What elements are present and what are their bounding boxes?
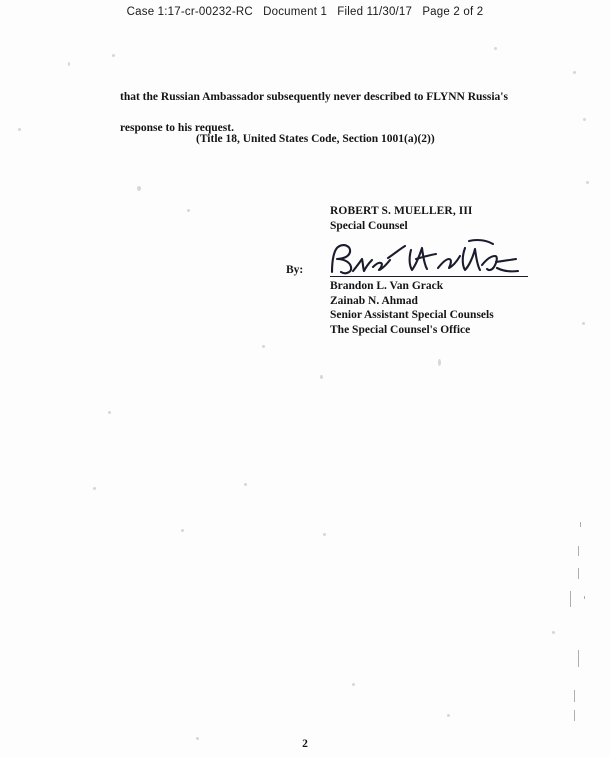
scan-speck <box>323 533 326 536</box>
scan-speck <box>262 345 265 348</box>
statute-citation: (Title 18, United States Code, Section 1001(a)(2)) <box>196 133 435 145</box>
scan-speck <box>586 181 589 184</box>
signature-block <box>330 204 473 233</box>
scan-speck <box>244 483 247 486</box>
court-filing-header-stamp: Case 1:17-cr-00232-RC Document 1 Filed 11/30/17 Page 2 of 2 <box>126 6 484 18</box>
signature-line <box>330 276 528 277</box>
scan-speck <box>93 487 96 490</box>
scan-edge-mark <box>578 546 579 556</box>
scan-edge-mark <box>578 568 579 579</box>
scan-speck <box>494 47 497 50</box>
scan-speck <box>112 54 115 57</box>
scan-speck <box>137 186 141 191</box>
scan-speck <box>552 631 555 634</box>
scan-speck <box>187 209 190 212</box>
scan-speck <box>447 714 450 717</box>
scan-speck <box>196 737 199 740</box>
signer-names-block <box>330 279 494 337</box>
scan-speck <box>320 375 323 379</box>
scan-speck <box>108 411 111 414</box>
scan-edge-mark <box>574 710 575 721</box>
office-name: The Special Counsel's Office <box>330 323 471 336</box>
principal-title: Special Counsel <box>330 219 408 232</box>
scan-speck <box>582 322 585 325</box>
body-paragraph: that the Russian Ambassador subsequently never described to FLYNN Russia's response to his request. <box>120 91 508 134</box>
by-label: By: <box>286 264 304 276</box>
scan-edge-mark <box>580 522 581 527</box>
scan-speck <box>68 62 70 66</box>
scan-speck <box>573 71 576 74</box>
scan-speck <box>352 683 355 686</box>
co-signer-name: Zainab N. Ahmad <box>330 294 418 307</box>
scan-speck <box>181 529 184 532</box>
scan-edge-mark <box>584 596 585 599</box>
scan-speck <box>18 128 21 131</box>
signer-name: Brandon L. Van Grack <box>330 280 444 292</box>
principal-name: ROBERT S. MUELLER, III <box>330 205 473 217</box>
scan-speck <box>583 118 586 121</box>
scan-edge-mark <box>574 690 575 702</box>
scan-edge-mark <box>570 591 571 607</box>
scan-speck <box>438 359 441 366</box>
page-number: 2 <box>302 738 308 750</box>
scan-edge-mark <box>578 650 579 667</box>
signer-title: Senior Assistant Special Counsels <box>330 309 494 321</box>
